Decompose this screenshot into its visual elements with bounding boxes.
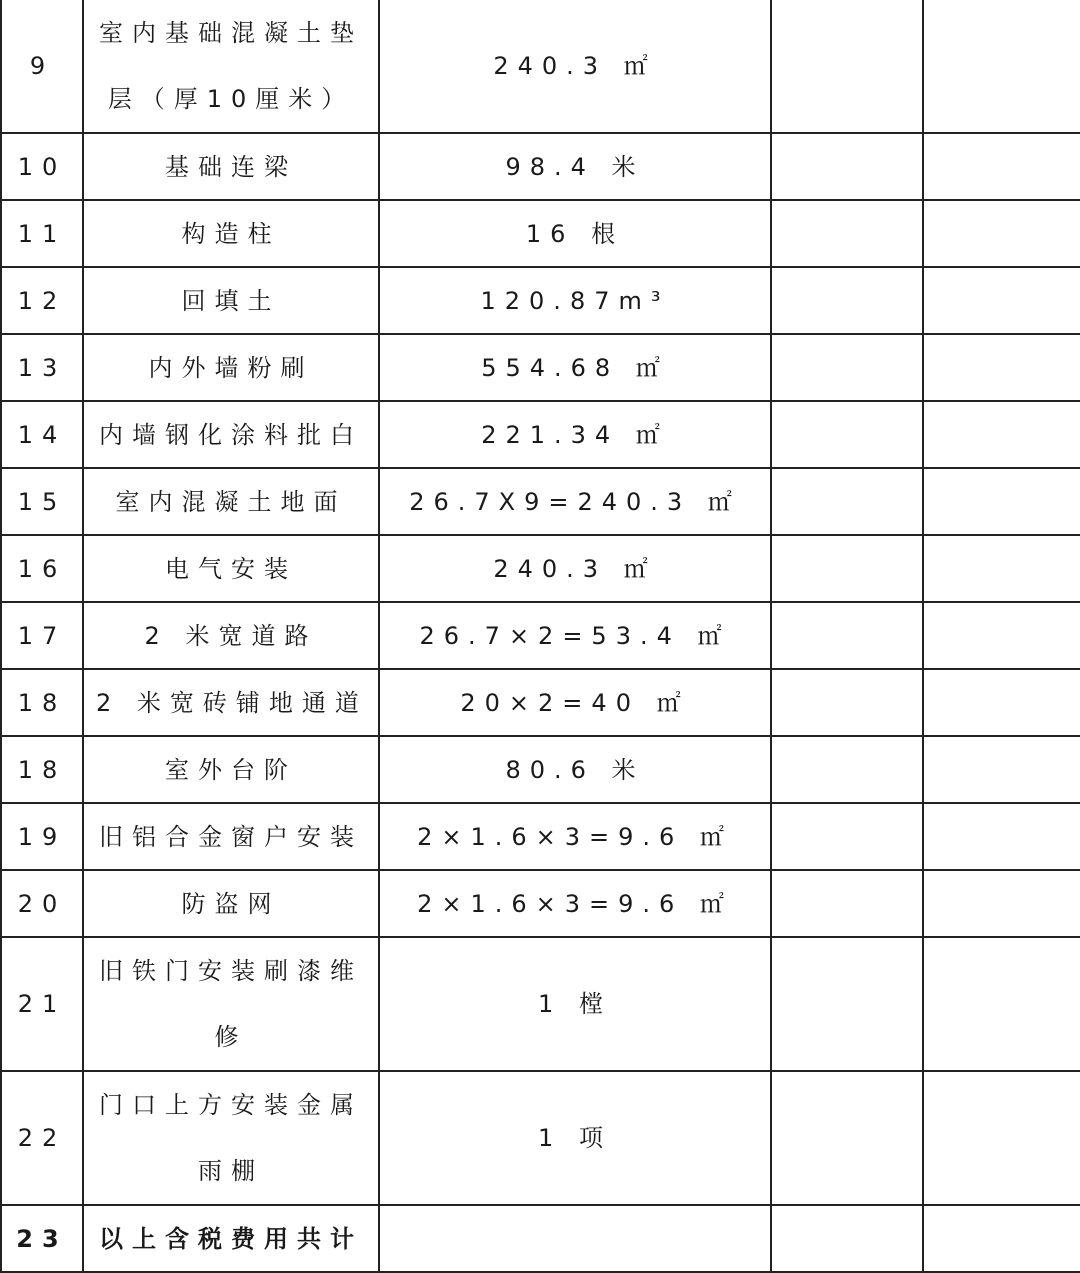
item-quantity: 80.6 米 <box>379 736 771 803</box>
empty-cell-amount <box>923 0 1080 133</box>
item-name <box>83 468 379 535</box>
item-name-text: 基础连梁 <box>165 152 297 181</box>
item-name-text: 以上含税费用共计 <box>99 1224 363 1253</box>
item-quantity: 221.34 ㎡ <box>379 401 771 468</box>
empty-cell-price <box>771 1071 923 1205</box>
row-number: 22 <box>1 1071 83 1205</box>
total-row <box>1 1205 1080 1272</box>
table-body <box>1 0 1080 1272</box>
empty-cell-price <box>771 535 923 602</box>
item-name-text: 室内混凝土地面 <box>115 487 347 516</box>
table-row <box>1 535 1080 602</box>
item-name <box>83 602 379 669</box>
item-name <box>83 535 379 602</box>
empty-cell-amount <box>923 937 1080 1071</box>
item-quantity: 240.3 ㎡ <box>379 0 771 133</box>
item-quantity: 16 根 <box>379 200 771 267</box>
item-name <box>83 200 379 267</box>
item-name-text: 室外台阶 <box>165 755 297 784</box>
empty-cell-price <box>771 0 923 133</box>
item-name <box>83 870 379 937</box>
item-name-text: 内墙钢化涂料批白 <box>99 420 363 449</box>
item-name-text: 电气安装 <box>165 554 297 583</box>
item-name <box>83 669 379 736</box>
empty-cell-price <box>771 803 923 870</box>
row-number: 14 <box>1 401 83 468</box>
table-row <box>1 602 1080 669</box>
empty-cell-price <box>771 468 923 535</box>
empty-cell-price <box>771 133 923 200</box>
empty-cell-price <box>771 200 923 267</box>
item-name <box>83 0 379 133</box>
empty-cell-price <box>771 736 923 803</box>
item-name <box>83 736 379 803</box>
row-number: 12 <box>1 267 83 334</box>
item-name-text: 防盗网 <box>181 889 281 918</box>
item-quantity <box>379 1205 771 1272</box>
table-row <box>1 0 1080 133</box>
empty-cell-price <box>771 267 923 334</box>
item-name-text: 构造柱 <box>181 219 281 248</box>
item-name <box>83 401 379 468</box>
item-name <box>83 267 379 334</box>
table-row <box>1 267 1080 334</box>
empty-cell-amount <box>923 334 1080 401</box>
empty-cell-price <box>771 401 923 468</box>
empty-cell-amount <box>923 602 1080 669</box>
empty-cell-amount <box>923 1071 1080 1205</box>
empty-cell-price <box>771 602 923 669</box>
empty-cell-amount <box>923 133 1080 200</box>
table-row <box>1 401 1080 468</box>
row-number: 17 <box>1 602 83 669</box>
empty-cell-price <box>771 870 923 937</box>
row-number: 23 <box>1 1205 83 1272</box>
item-quantity: 2×1.6×3=9.6 ㎡ <box>379 803 771 870</box>
row-number: 21 <box>1 937 83 1071</box>
table-row <box>1 133 1080 200</box>
table-row <box>1 937 1080 1071</box>
item-name <box>83 1071 379 1205</box>
row-number: 9 <box>1 0 83 133</box>
item-quantity: 1 樘 <box>379 937 771 1071</box>
empty-cell-amount <box>923 1205 1080 1272</box>
empty-cell-price <box>771 669 923 736</box>
empty-cell-price <box>771 937 923 1071</box>
table-row <box>1 669 1080 736</box>
row-number: 18 <box>1 736 83 803</box>
item-name-text: 2 米宽砖铺地通道 <box>96 688 368 717</box>
item-name <box>83 133 379 200</box>
row-number: 15 <box>1 468 83 535</box>
table-row <box>1 468 1080 535</box>
empty-cell-amount <box>923 267 1080 334</box>
empty-cell-price <box>771 1205 923 1272</box>
row-number: 11 <box>1 200 83 267</box>
table-row <box>1 803 1080 870</box>
empty-cell-amount <box>923 803 1080 870</box>
table-row <box>1 334 1080 401</box>
item-name-text: 2 米宽道路 <box>144 621 318 650</box>
table-row <box>1 200 1080 267</box>
item-name <box>83 937 379 1071</box>
item-quantity: 120.87m³ <box>379 267 771 334</box>
item-name-text: 内外墙粉刷 <box>148 353 314 382</box>
empty-cell-amount <box>923 535 1080 602</box>
empty-cell-amount <box>923 870 1080 937</box>
item-name <box>83 803 379 870</box>
row-number: 20 <box>1 870 83 937</box>
item-name-text: 室内基础混凝土垫层（厚10厘米） <box>99 19 363 113</box>
row-number: 19 <box>1 803 83 870</box>
empty-cell-amount <box>923 401 1080 468</box>
row-number: 16 <box>1 535 83 602</box>
empty-cell-amount <box>923 200 1080 267</box>
item-quantity: 26.7×2=53.4 ㎡ <box>379 602 771 669</box>
item-quantity: 20×2=40 ㎡ <box>379 669 771 736</box>
empty-cell-price <box>771 334 923 401</box>
empty-cell-amount <box>923 736 1080 803</box>
item-name-text: 回填土 <box>181 286 281 315</box>
item-name-text: 旧铁门安装刷漆维修 <box>99 957 363 1051</box>
item-quantity: 240.3 ㎡ <box>379 535 771 602</box>
empty-cell-amount <box>923 669 1080 736</box>
item-name-text: 门口上方安装金属雨棚 <box>99 1091 363 1185</box>
row-number: 18 <box>1 669 83 736</box>
item-name <box>83 334 379 401</box>
empty-cell-amount <box>923 468 1080 535</box>
row-number: 13 <box>1 334 83 401</box>
row-number: 10 <box>1 133 83 200</box>
item-name-text: 旧铝合金窗户安装 <box>99 822 363 851</box>
item-quantity: 98.4 米 <box>379 133 771 200</box>
table-row <box>1 1071 1080 1205</box>
table-row <box>1 870 1080 937</box>
item-quantity: 26.7X9=240.3 ㎡ <box>379 468 771 535</box>
item-name <box>83 1205 379 1272</box>
table-row <box>1 736 1080 803</box>
item-quantity: 2×1.6×3=9.6 ㎡ <box>379 870 771 937</box>
item-quantity: 1 项 <box>379 1071 771 1205</box>
item-quantity: 554.68 ㎡ <box>379 334 771 401</box>
